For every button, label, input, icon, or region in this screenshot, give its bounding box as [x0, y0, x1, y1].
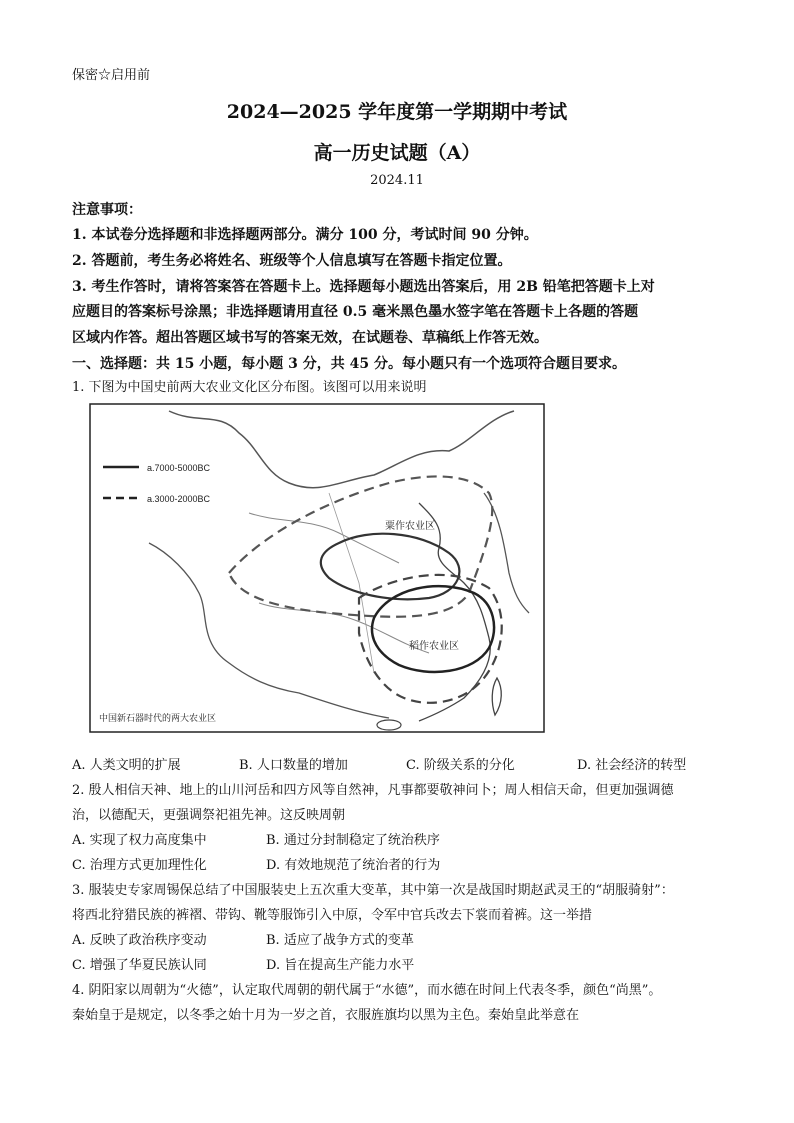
- notes-line-5: 区域内作答。超出答题区域书写的答案无效，在试题卷、草稿纸上作答无效。: [72, 330, 548, 346]
- q3-stem-line-2: 将西北狩猎民族的裤褶、带钩、靴等服饰引入中原，令军中官兵改去下裳而着裤。这一举措: [72, 908, 593, 923]
- exam-date: 2024.11: [370, 173, 424, 188]
- q1-option-a: A. 人类文明的扩展: [72, 758, 181, 773]
- notes-line-1: 1. 本试卷分选择题和非选择题两部分。满分 100 分，考试时间 90 分钟。: [72, 227, 538, 243]
- q1-stem: 1. 下图为中国史前两大农业文化区分布图。该图可以用来说明: [72, 380, 427, 395]
- legend-b-label: a.3000-2000BC: [147, 494, 211, 504]
- q2-option-c: C. 治理方式更加理性化: [72, 858, 207, 873]
- q3-stem-line-1: 3. 服装史专家周锡保总结了中国服装史上五次重大变革，其中第一次是战国时期赵武灵王的“胡服骑射”：: [72, 883, 674, 898]
- q2-option-a: A. 实现了权力高度集中: [72, 833, 207, 848]
- notes-heading: 注意事项：: [72, 202, 142, 218]
- q1-option-d: D. 社会经济的转型: [577, 758, 687, 773]
- label-millet-zone: 粟作农业区: [385, 521, 435, 532]
- q1-option-b: B. 人口数量的增加: [239, 758, 348, 773]
- map-frame: [90, 404, 544, 732]
- q2-stem-line-1: 2. 殷人相信天神、地上的山川河岳和四方风等自然神，凡事都要敬神问卜；周人相信天命，但更加强调德: [72, 783, 674, 798]
- legend-a-label: a.7000-5000BC: [147, 463, 211, 473]
- agriculture-map: [89, 403, 545, 733]
- exam-title: 2024—2025 学年度第一学期期中考试: [226, 101, 568, 123]
- notes-line-2: 2. 答题前，考生务必将姓名、班级等个人信息填写在答题卡指定位置。: [72, 253, 512, 269]
- q3-option-c: C. 增强了华夏民族认同: [72, 958, 207, 973]
- q4-stem-line-1: 4. 阴阳家以周朝为“火德”，认定取代周朝的朝代属于“水德”，而水德在时间上代表冬季，颜色“尚黑”。: [72, 983, 662, 998]
- confidential-mark: 保密☆启用前: [72, 68, 151, 83]
- notes-line-4: 应题目的答案标号涂黑；非选择题请用直径 0.5 毫米黑色墨水签字笔在答题卡上各题的答题: [72, 304, 639, 320]
- q3-option-a: A. 反映了政治秩序变动: [72, 933, 207, 948]
- q2-option-b: B. 通过分封制稳定了统治秩序: [266, 833, 440, 848]
- exam-subtitle: 高一历史试题（A）: [313, 142, 481, 164]
- q3-option-b: B. 适应了战争方式的变革: [266, 933, 414, 948]
- q2-stem-line-2: 治，以德配天，更强调祭祀祖先神。这反映周朝: [72, 808, 346, 823]
- q4-stem-line-2: 秦始皇于是规定，以冬季之始十月为一岁之首，衣服旌旗均以黑为主色。秦始皇此举意在: [72, 1008, 580, 1023]
- label-rice-zone: 稻作农业区: [409, 641, 459, 652]
- section-heading: 一、选择题：共 15 小题，每小题 3 分，共 45 分。每小题只有一个选项符合题目要求。: [72, 356, 626, 372]
- q1-option-c: C. 阶级关系的分化: [406, 758, 515, 773]
- q3-option-d: D. 旨在提高生产能力水平: [266, 958, 415, 973]
- notes-line-3: 3. 考生作答时，请将答案答在答题卡上。选择题每小题选出答案后，用 2B 铅笔把答题卡上对: [72, 279, 655, 295]
- map-caption: 中国新石器时代的两大农业区: [99, 714, 217, 724]
- q2-option-d: D. 有效地规范了统治者的行为: [266, 858, 441, 873]
